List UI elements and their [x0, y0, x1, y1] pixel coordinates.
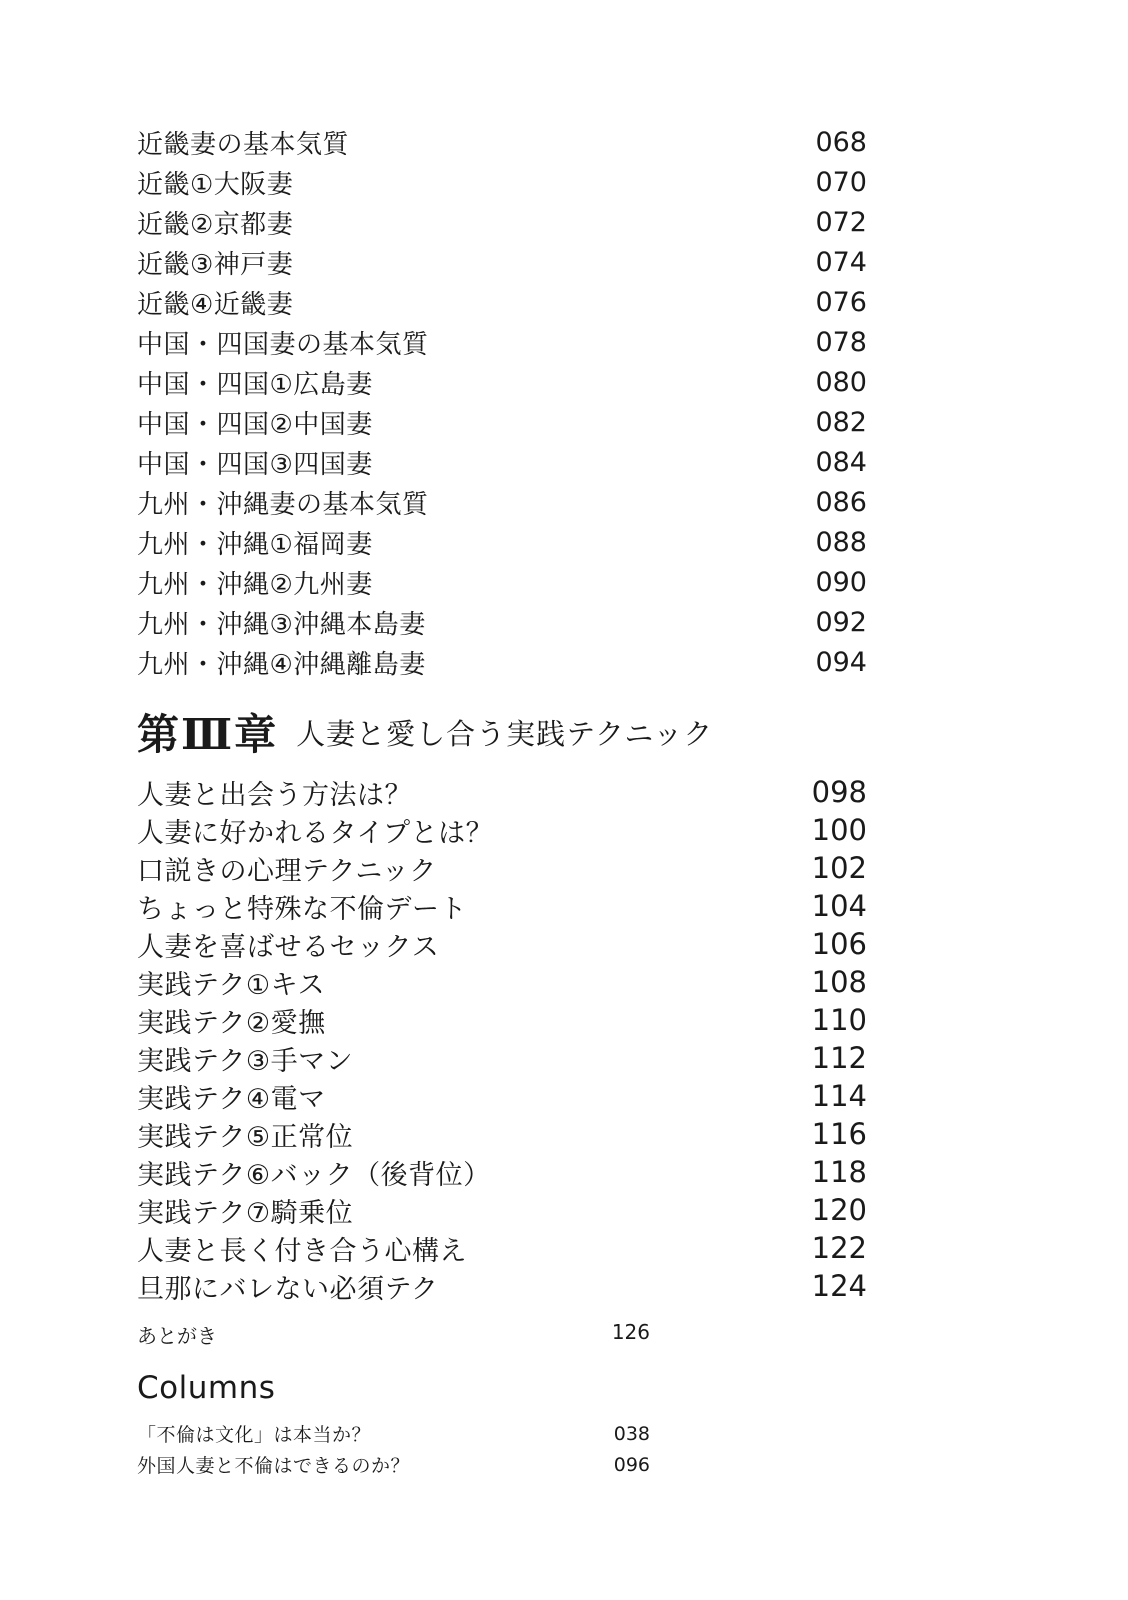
toc-entry-title: 実践テク①キス: [137, 969, 326, 1001]
afterword-entry[interactable]: [137, 1320, 650, 1349]
toc-entry[interactable]: [137, 1229, 867, 1267]
toc-entry[interactable]: [137, 1001, 867, 1039]
toc-entry-page: 122: [811, 1231, 867, 1265]
toc-entry-page: 096: [613, 1453, 650, 1476]
toc-entry[interactable]: [137, 811, 867, 849]
toc-entry-title: 「不倫は文化」は本当か？: [137, 1424, 372, 1446]
toc-entry-page: 074: [815, 246, 867, 278]
toc-entry-page: 070: [815, 166, 867, 198]
toc-entry-page: 108: [811, 965, 867, 999]
toc-entry-title: ちょっと特殊な不倫デート: [137, 893, 467, 925]
toc-entry-page: 038: [613, 1422, 650, 1445]
toc-entry-page: 084: [815, 446, 867, 478]
toc-entry-page: 090: [815, 566, 867, 598]
toc-entry-page: 068: [815, 126, 867, 158]
toc-entry[interactable]: [137, 442, 867, 482]
columns-toc-list: [137, 1418, 650, 1480]
toc-entry[interactable]: [137, 602, 867, 642]
toc-entry[interactable]: [137, 925, 867, 963]
toc-entry-page: 092: [815, 606, 867, 638]
toc-entry[interactable]: [137, 162, 867, 202]
toc-entry-title: 九州・沖縄④沖縄離島妻: [137, 649, 426, 680]
toc-entry[interactable]: [137, 522, 867, 562]
toc-entry-page: 118: [811, 1155, 867, 1189]
toc-entry[interactable]: [137, 1077, 867, 1115]
columns-heading: Columns: [137, 1370, 276, 1406]
toc-entry[interactable]: [137, 887, 867, 925]
chapter-number: 第Ⅲ章: [137, 710, 279, 759]
toc-entry[interactable]: [137, 1115, 867, 1153]
toc-entry[interactable]: [137, 1418, 650, 1449]
toc-entry[interactable]: [137, 282, 867, 322]
toc-entry-page: 114: [811, 1079, 867, 1113]
toc-entry[interactable]: [137, 322, 867, 362]
toc-entry-page: 080: [815, 366, 867, 398]
toc-entry-title: 実践テク③手マン: [137, 1045, 354, 1077]
toc-entry-title: 近畿①大阪妻: [137, 169, 294, 200]
toc-entry[interactable]: [137, 642, 867, 682]
toc-entry-page: 098: [811, 775, 867, 809]
toc-entry-page: 082: [815, 406, 867, 438]
toc-entry-title: 近畿②京都妻: [137, 209, 294, 240]
toc-entry-page: 072: [815, 206, 867, 238]
toc-entry-title: 人妻に好かれるタイプとは？: [137, 817, 494, 849]
toc-entry-title: 人妻と出会う方法は？: [137, 779, 412, 811]
toc-entry-title: 九州・沖縄①福岡妻: [137, 529, 373, 560]
chapter-title: 人妻と愛し合う実践テクニック: [296, 716, 714, 751]
toc-entry[interactable]: [137, 773, 867, 811]
toc-entry-page: 078: [815, 326, 867, 358]
afterword-title: あとがき: [137, 1324, 217, 1348]
regional-toc-list: [137, 122, 867, 682]
toc-entry-title: 九州・沖縄妻の基本気質: [137, 489, 429, 520]
toc-entry[interactable]: [137, 202, 867, 242]
toc-entry[interactable]: [137, 1267, 867, 1305]
toc-entry[interactable]: [137, 1153, 867, 1191]
toc-entry-title: 実践テク②愛撫: [137, 1007, 326, 1039]
toc-entry[interactable]: [137, 849, 867, 887]
toc-entry[interactable]: [137, 1191, 867, 1229]
toc-entry-page: 124: [811, 1269, 867, 1303]
afterword-page: 126: [611, 1320, 650, 1344]
toc-entry-title: 近畿妻の基本気質: [137, 129, 350, 160]
toc-entry-title: 中国・四国②中国妻: [137, 409, 373, 440]
toc-entry-title: 人妻を喜ばせるセックス: [137, 931, 440, 963]
toc-entry[interactable]: [137, 402, 867, 442]
toc-entry-page: 086: [815, 486, 867, 518]
toc-entry[interactable]: [137, 242, 867, 282]
chapter-toc-list: [137, 773, 867, 1305]
toc-entry-page: 112: [811, 1041, 867, 1075]
toc-entry-page: 076: [815, 286, 867, 318]
toc-entry-title: 実践テク④電マ: [137, 1083, 326, 1115]
toc-entry-title: 近畿③神戸妻: [137, 249, 294, 280]
toc-entry[interactable]: [137, 482, 867, 522]
chapter-heading: [137, 702, 713, 762]
toc-entry-title: 人妻と長く付き合う心構え: [137, 1235, 467, 1267]
toc-entry-title: 九州・沖縄②九州妻: [137, 569, 373, 600]
toc-entry-page: 110: [811, 1003, 867, 1037]
toc-entry[interactable]: [137, 562, 867, 602]
toc-entry-title: 中国・四国③四国妻: [137, 449, 373, 480]
toc-entry-title: 口説きの心理テクニック: [137, 855, 437, 887]
toc-entry-title: 実践テク⑥バック（後背位）: [137, 1159, 491, 1191]
toc-entry-page: 102: [811, 851, 867, 885]
toc-entry-page: 116: [811, 1117, 867, 1151]
toc-entry[interactable]: [137, 1449, 650, 1480]
toc-entry-title: 外国人妻と不倫はできるのか？: [137, 1455, 411, 1477]
toc-entry-title: 近畿④近畿妻: [137, 289, 294, 320]
toc-entry-page: 088: [815, 526, 867, 558]
toc-entry[interactable]: [137, 963, 867, 1001]
toc-entry-page: 100: [811, 813, 867, 847]
toc-entry-title: 九州・沖縄③沖縄本島妻: [137, 609, 426, 640]
toc-entry-title: 実践テク⑦騎乗位: [137, 1197, 354, 1229]
toc-entry-page: 106: [811, 927, 867, 961]
toc-entry-page: 104: [811, 889, 867, 923]
toc-entry-page: 120: [811, 1193, 867, 1227]
toc-entry-page: 094: [815, 646, 867, 678]
toc-entry[interactable]: [137, 1039, 867, 1077]
toc-entry-title: 中国・四国①広島妻: [137, 369, 373, 400]
toc-entry-title: 実践テク⑤正常位: [137, 1121, 354, 1153]
toc-entry[interactable]: [137, 122, 867, 162]
toc-entry[interactable]: [137, 362, 867, 402]
toc-entry-title: 中国・四国妻の基本気質: [137, 329, 429, 360]
toc-entry-title: 旦那にバレない必須テク: [137, 1273, 439, 1305]
